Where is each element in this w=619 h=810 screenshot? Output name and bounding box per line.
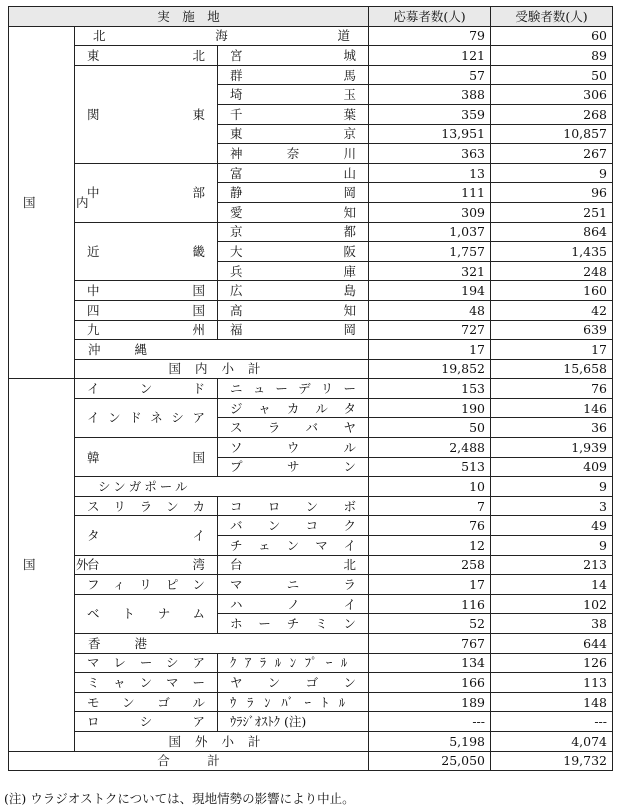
examinees-cell: 409 xyxy=(491,457,613,477)
subtotal-label-text: 国内小計 xyxy=(168,361,275,377)
place-cell: ｳﾗﾝﾊﾞｰﾄﾙ xyxy=(218,692,369,712)
table-row xyxy=(9,222,613,242)
place-cell: 京都 xyxy=(218,222,369,242)
area-cell xyxy=(75,634,369,654)
examinees-cell: 213 xyxy=(491,555,613,575)
applicants-cell: 194 xyxy=(369,281,491,301)
examinees-cell: 9 xyxy=(491,477,613,497)
place-cell: ヤンゴン xyxy=(218,673,369,693)
place-cell: ｳﾗｼﾞｵｽﾄｸ (注) xyxy=(218,712,369,732)
place-cell: 神奈川 xyxy=(218,144,369,164)
table-row xyxy=(9,281,613,301)
examinees-cell: 50 xyxy=(491,65,613,85)
applicants-cell: 166 xyxy=(369,673,491,693)
applicants-cell: 727 xyxy=(369,320,491,340)
applicants-cell: 153 xyxy=(369,379,491,399)
area-cell: インドネシア xyxy=(75,398,218,437)
region-domestic: 国 内 xyxy=(9,26,75,379)
table-row xyxy=(9,340,613,360)
examinees-cell: 89 xyxy=(491,46,613,66)
place-cell: 高知 xyxy=(218,300,369,320)
table-row xyxy=(9,398,613,418)
subtotal-applicants: 5,198 xyxy=(369,731,491,751)
subtotal-applicants: 19,852 xyxy=(369,359,491,379)
applicants-cell: 52 xyxy=(369,614,491,634)
place-cell: 群馬 xyxy=(218,65,369,85)
area-cell: 近畿 xyxy=(75,222,218,281)
area-cell: ロシア xyxy=(75,712,218,732)
area-cell: フィリピン xyxy=(75,575,218,595)
applicants-cell: 116 xyxy=(369,594,491,614)
applicants-cell: 388 xyxy=(369,85,491,105)
examinees-cell: 49 xyxy=(491,516,613,536)
area-cell: スリランカ xyxy=(75,496,218,516)
examinees-cell: 3 xyxy=(491,496,613,516)
place-cell: ハノイ xyxy=(218,594,369,614)
place-cell: 静岡 xyxy=(218,183,369,203)
place-cell: ｸｱﾗﾙﾝﾌﾟｰﾙ xyxy=(218,653,369,673)
place-cell: 台北 xyxy=(218,555,369,575)
applicants-cell: 50 xyxy=(369,418,491,438)
applicants-cell: 17 xyxy=(369,340,491,360)
applicants-cell: --- xyxy=(369,712,491,732)
place-cell: 広島 xyxy=(218,281,369,301)
applicants-cell: 363 xyxy=(369,144,491,164)
area-cell: モンゴル xyxy=(75,692,218,712)
place-cell: ジャカルタ xyxy=(218,398,369,418)
area-cell xyxy=(75,477,369,497)
applicants-cell: 1,037 xyxy=(369,222,491,242)
table-row xyxy=(9,653,613,673)
subtotal-row-domestic xyxy=(9,359,613,379)
applicants-cell: 76 xyxy=(369,516,491,536)
applicants-cell: 309 xyxy=(369,202,491,222)
subtotal-label-text: 国外小計 xyxy=(168,733,275,749)
applicants-cell: 134 xyxy=(369,653,491,673)
subtotal-label xyxy=(75,359,369,379)
area-cell: 韓国 xyxy=(75,438,218,477)
subtotal-examinees: 15,658 xyxy=(491,359,613,379)
examinees-cell: 644 xyxy=(491,634,613,654)
table-row xyxy=(9,163,613,183)
subtotal-examinees: 4,074 xyxy=(491,731,613,751)
place-cell: チェンマイ xyxy=(218,536,369,556)
header-applicants: 応募者数(人) xyxy=(369,7,491,27)
place-cell: ホーチミン xyxy=(218,614,369,634)
applicants-cell: 17 xyxy=(369,575,491,595)
examinees-cell: 96 xyxy=(491,183,613,203)
header-row xyxy=(9,7,613,27)
table-row xyxy=(9,26,613,46)
examinees-cell: 148 xyxy=(491,692,613,712)
table-row xyxy=(9,712,613,732)
area-cell: マレーシア xyxy=(75,653,218,673)
applicants-cell: 13,951 xyxy=(369,124,491,144)
area-cell: 中部 xyxy=(75,163,218,222)
place-cell: マニラ xyxy=(218,575,369,595)
applicants-cell: 48 xyxy=(369,300,491,320)
examinees-cell: 1,435 xyxy=(491,242,613,262)
area-cell: 中国 xyxy=(75,281,218,301)
area-label: 香港 xyxy=(88,635,182,651)
table-row xyxy=(9,496,613,516)
place-cell: コロンボ xyxy=(218,496,369,516)
area-cell: 九州 xyxy=(75,320,218,340)
area-label: シンガポール xyxy=(98,479,191,495)
examinees-cell: 639 xyxy=(491,320,613,340)
examinees-cell: 1,939 xyxy=(491,438,613,458)
examinees-cell: 268 xyxy=(491,104,613,124)
applicants-cell: 321 xyxy=(369,261,491,281)
place-cell: 福岡 xyxy=(218,320,369,340)
applicants-cell: 7 xyxy=(369,496,491,516)
total-row xyxy=(9,751,613,771)
applicants-cell: 13 xyxy=(369,163,491,183)
area-cell xyxy=(75,340,369,360)
area-cell: ミャンマー xyxy=(75,673,218,693)
area-cell: 北海道 xyxy=(75,26,369,46)
applicants-cell: 190 xyxy=(369,398,491,418)
area-cell: 台湾 xyxy=(75,555,218,575)
area-cell: 四国 xyxy=(75,300,218,320)
examinees-cell: 17 xyxy=(491,340,613,360)
examinees-cell: 306 xyxy=(491,85,613,105)
table-row xyxy=(9,673,613,693)
applicants-cell: 189 xyxy=(369,692,491,712)
place-cell: 兵庫 xyxy=(218,261,369,281)
place-cell: 宮城 xyxy=(218,46,369,66)
examinees-cell: 248 xyxy=(491,261,613,281)
applicants-cell: 12 xyxy=(369,536,491,556)
examinees-cell: 864 xyxy=(491,222,613,242)
applicants-cell: 10 xyxy=(369,477,491,497)
place-cell: 千葉 xyxy=(218,104,369,124)
exam-results-table xyxy=(8,6,613,771)
area-cell: 東北 xyxy=(75,46,218,66)
examinees-cell: 160 xyxy=(491,281,613,301)
footnote: (注) ウラジオストクについては、現地情勢の影響により中止。 xyxy=(4,791,355,806)
place-cell: 埼玉 xyxy=(218,85,369,105)
place-cell: 富山 xyxy=(218,163,369,183)
applicants-cell: 2,488 xyxy=(369,438,491,458)
table-row xyxy=(9,46,613,66)
examinees-cell: 9 xyxy=(491,536,613,556)
place-cell: ニューデリー xyxy=(218,379,369,399)
applicants-cell: 258 xyxy=(369,555,491,575)
place-cell: ソウル xyxy=(218,438,369,458)
examinees-cell: 76 xyxy=(491,379,613,399)
table-row xyxy=(9,300,613,320)
examinees-cell: 146 xyxy=(491,398,613,418)
area-label: 沖縄 xyxy=(88,341,182,357)
place-cell: プサン xyxy=(218,457,369,477)
applicants-cell: 121 xyxy=(369,46,491,66)
total-applicants: 25,050 xyxy=(369,751,491,771)
area-cell: インド xyxy=(75,379,218,399)
examinees-cell: 113 xyxy=(491,673,613,693)
examinees-cell: 42 xyxy=(491,300,613,320)
table-row xyxy=(9,438,613,458)
table-row xyxy=(9,575,613,595)
applicants-cell: 111 xyxy=(369,183,491,203)
examinees-cell: 267 xyxy=(491,144,613,164)
header-examinees: 受験者数(人) xyxy=(491,7,613,27)
table-row xyxy=(9,555,613,575)
table-row xyxy=(9,594,613,614)
subtotal-row-overseas xyxy=(9,731,613,751)
total-label: 合 計 xyxy=(9,751,369,771)
applicants-cell: 79 xyxy=(369,26,491,46)
examinees-cell: 251 xyxy=(491,202,613,222)
examinees-cell: 9 xyxy=(491,163,613,183)
place-cell: バンコク xyxy=(218,516,369,536)
examinees-cell: 38 xyxy=(491,614,613,634)
applicants-cell: 767 xyxy=(369,634,491,654)
table-row xyxy=(9,477,613,497)
table-row xyxy=(9,65,613,85)
place-cell: 愛知 xyxy=(218,202,369,222)
applicants-cell: 359 xyxy=(369,104,491,124)
place-cell: 東京 xyxy=(218,124,369,144)
applicants-cell: 513 xyxy=(369,457,491,477)
examinees-cell: 60 xyxy=(491,26,613,46)
examinees-cell: 102 xyxy=(491,594,613,614)
header-location: 実 施 地 xyxy=(9,7,369,27)
applicants-cell: 1,757 xyxy=(369,242,491,262)
table-row xyxy=(9,516,613,536)
examinees-cell: --- xyxy=(491,712,613,732)
table-row xyxy=(9,692,613,712)
examinees-cell: 36 xyxy=(491,418,613,438)
area-cell: タイ xyxy=(75,516,218,555)
area-cell: 関東 xyxy=(75,65,218,163)
region-overseas: 国 外 xyxy=(9,379,75,751)
examinees-cell: 14 xyxy=(491,575,613,595)
place-cell: 大阪 xyxy=(218,242,369,262)
area-cell: ベトナム xyxy=(75,594,218,633)
place-cell: スラバヤ xyxy=(218,418,369,438)
table-row xyxy=(9,634,613,654)
total-examinees: 19,732 xyxy=(491,751,613,771)
table-row xyxy=(9,379,613,399)
applicants-cell: 57 xyxy=(369,65,491,85)
examinees-cell: 126 xyxy=(491,653,613,673)
subtotal-label xyxy=(75,731,369,751)
table-row xyxy=(9,320,613,340)
examinees-cell: 10,857 xyxy=(491,124,613,144)
